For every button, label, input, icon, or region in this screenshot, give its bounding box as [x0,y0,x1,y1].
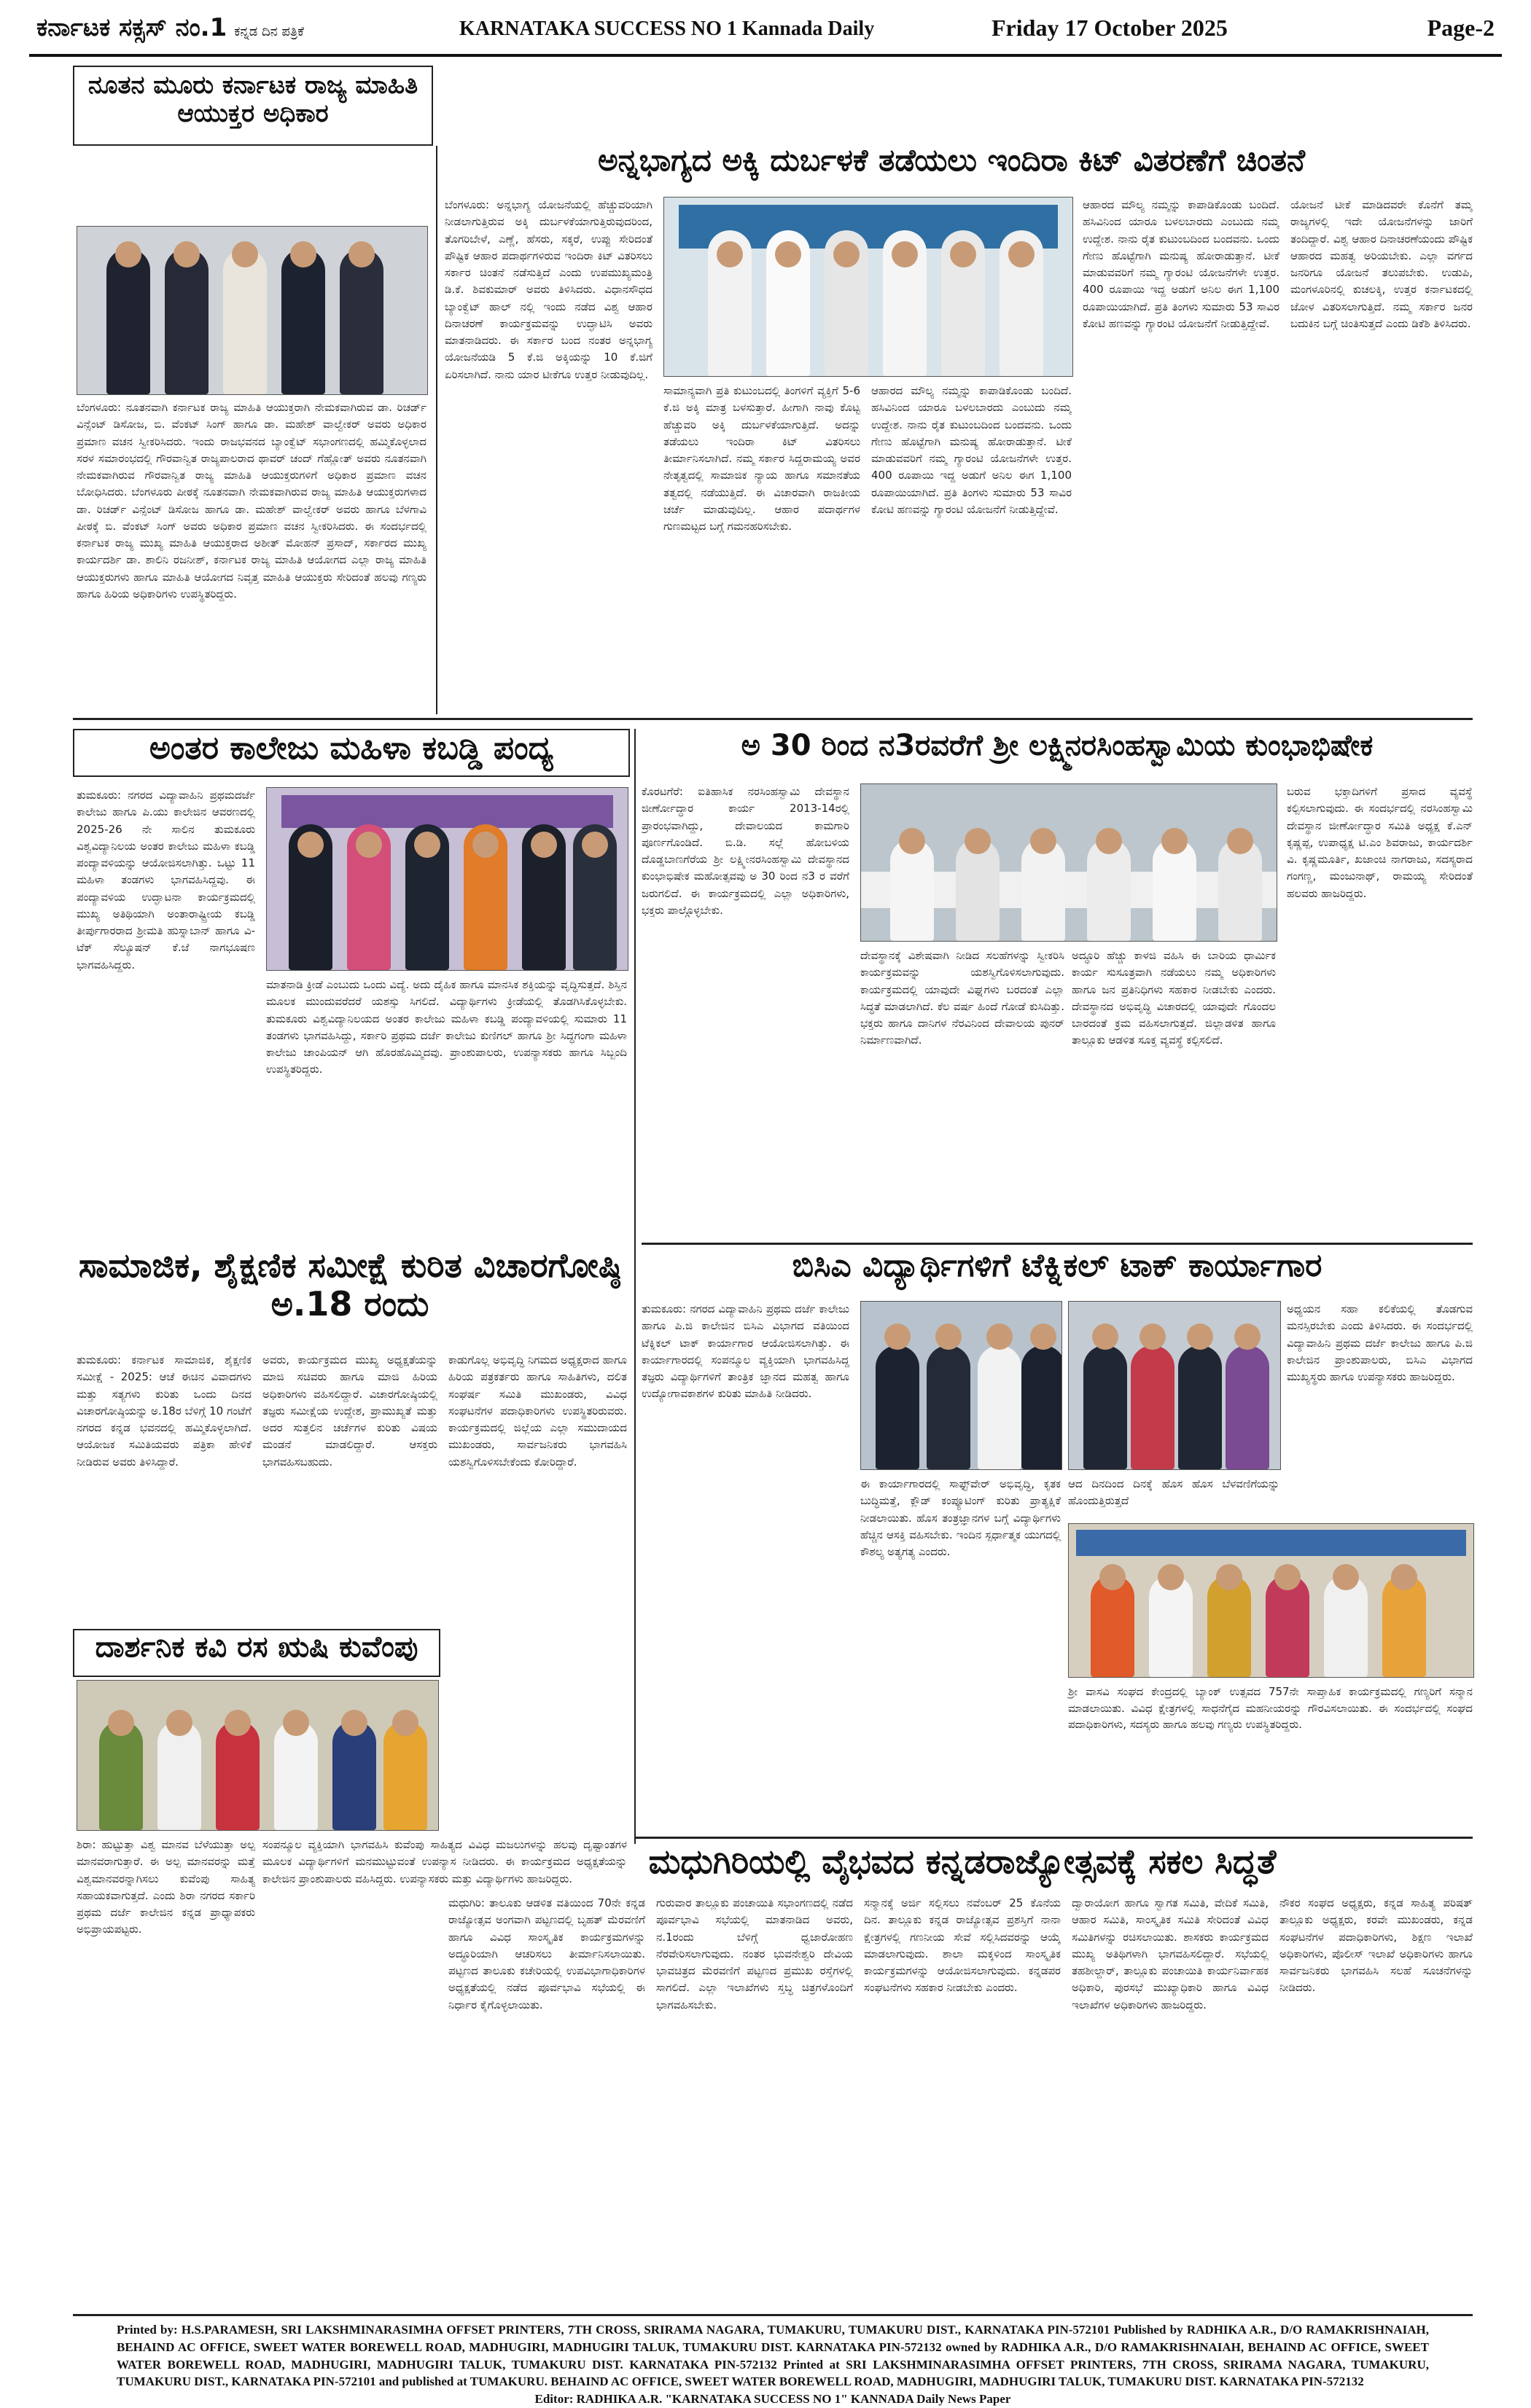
kuvempu-headline: ದಾರ್ಶನಿಕ ಕವಿ ರಸ ಋಷಿ ಕುವೆಂಪು [73,1629,440,1677]
indira-kit-col4: ಯೋಜನೆ ಟೀಕೆ ಮಾಡಿದವರೇ ಕೊನೆಗೆ ತಮ್ಮ ರಾಜ್ಯಗಳಲ್ಲಿ ಇದೇ ಯೋಜನೆಗಳನ್ನು ಜಾರಿಗೆ ತಂದಿದ್ದಾರೆ. ವಿಶ್ವ ಆಹಾರ ದಿನಾಚರಣೆಯಂದು ಪೌಷ್ಟಿಕ ಆಹಾರದ ಮಹತ್ವ ಅರಿಯಬೇಕು. ಎಲ್ಲಾ ವರ್ಗದ ಜನರಿಗೂ ಯೋಜನೆ ತಲುಪಬೇಕು. ಉಡುಪಿ, ಮಂಗಳೂರಿನಲ್ಲಿ ಕುಚಲಕ್ಕಿ, ಉತ್ತರ ಕರ್ನಾಟಕದಲ್ಲಿ ಜೋಳ ವಿತರಿಸಲಾಗುತ್ತಿದೆ. ನಮ್ಮ ಸರ್ಕಾರ ಜನರ ಬದುಕಿನ ಬಗ್ಗೆ ಚಿಂತಿಸುತ್ತದೆ ಎಂದು ಡಿಕೆಶಿ ತಿಳಿಸಿದರು. [1290,198,1473,330]
bca-talk-col3: ಅಧ್ಯಯನ ಸಹಾ ಕಲಿಕೆಯಲ್ಲಿ ತೊಡಗುವ ಮನಸ್ಸಿರಬೇಕು ಎಂದು ತಿಳಿಸಿದರು. ಈ ಸಂದರ್ಭದಲ್ಲಿ ವಿದ್ಯಾವಾಹಿನಿ ಪ್ರಥಮ ದರ್ಜೆ ಕಾಲೇಜು ಹಾಗೂ ಪಿ.ಜಿ ಕಾಲೇಜಿನ ಪ್ರಾಂಶುಪಾಲರು, ಬಿಸಿಎ ವಿಭಾಗದ ಮುಖ್ಯಸ್ಥರು ಹಾಗೂ ಉಪನ್ಯಾಸಕರು ಹಾಜರಿದ್ದರು. [1287,1302,1473,1383]
column-rule [436,146,437,714]
footer-editor: Editor: RADHIKA A.R. "KARNATAKA SUCCESS NO 1" KANNADA Daily News Paper [534,2392,1011,2407]
kumbhabhisheka-col3: ಅದ್ಧೂರಿ ಹೆಚ್ಚು ಕಾಳಜಿ ವಹಿಸಿ ಈ ಬಾರಿಯ ಧಾರ್ಮಿಕ ಕಾರ್ಯ ಸುಸೂತ್ರವಾಗಿ ನಡೆಯಲು ನಮ್ಮ ಅಧಿಕಾರಿಗಳು ಹಾಗೂ ಜನ ಪ್ರತಿನಿಧಿಗಳು ಸಹಕಾರ ನೀಡಬೇಕು ಎಂದರು. ದೇವಸ್ಥಾನದ ಅಭಿವೃದ್ಧಿ ವಿಚಾರದಲ್ಲಿ ಯಾವುದೇ ಗೊಂದಲ ಬಾರದಂತೆ ಕ್ರಮ ವಹಿಸಲಾಗುತ್ತದೆ. ಜಿಲ್ಲಾಡಳಿತ ಹಾಗೂ ತಾಲ್ಲೂಕು ಆಡಳಿತ ಸೂಕ್ತ ವ್ಯವಸ್ಥೆ ಕಲ್ಪಿಸಲಿದೆ. [1072,949,1276,1047]
bca-talk-photo-1 [860,1301,1062,1470]
vasavi-felicitation-caption: ಶ್ರೀ ವಾಸವಿ ಸಂಘದ ಕೇಂದ್ರದಲ್ಲಿ ಬ್ಯಾಂಕ್ ಉತ್ಸವದ 757ನೇ ಸಾಪ್ತಾಹಿಕ ಕಾರ್ಯಕ್ರಮದಲ್ಲಿ ಗಣ್ಯರಿಗೆ ಸನ್ಮಾನ ಮಾಡಲಾಯಿತು. ವಿವಿಧ ಕ್ಷೇತ್ರಗಳಲ್ಲಿ ಸಾಧನೆಗೈದ ಮಹನೀಯರನ್ನು ಗೌರವಿಸಲಾಯಿತು. ಈ ಸಂದರ್ಭದಲ್ಲಿ ಸಂಘದ ಪದಾಧಿಕಾರಿಗಳು, ಸದಸ್ಯರು ಹಾಗೂ ಹಲವು ಗಣ್ಯರು ಉಪಸ್ಥಿತರಿದ್ದರು. [1068,1685,1473,1731]
kabaddi-photo [266,787,628,971]
rajyotsava-col4: ದ್ವಾರಾಯೋಗ ಹಾಗೂ ಸ್ವಾಗತ ಸಮಿತಿ, ವೇದಿಕೆ ಸಮಿತಿ, ಆಹಾರ ಸಮಿತಿ, ಸಾಂಸ್ಕೃತಿಕ ಸಮಿತಿ ಸೇರಿದಂತೆ ವಿವಿಧ ಸಮಿತಿಗಳನ್ನು ರಚಿಸಲಾಯಿತು. ಶಾಸಕರು ಕಾರ್ಯಕ್ರಮದ ಮುಖ್ಯ ಅತಿಥಿಗಳಾಗಿ ಭಾಗವಹಿಸಲಿದ್ದಾರೆ. ಸಭೆಯಲ್ಲಿ ತಹಶೀಲ್ದಾರ್, ತಾಲ್ಲೂಕು ಪಂಚಾಯಿತಿ ಕಾರ್ಯನಿರ್ವಾಹಕ ಅಧಿಕಾರಿ, ಪುರಸಭೆ ಮುಖ್ಯಾಧಿಕಾರಿ ಹಾಗೂ ವಿವಿಧ ಇಲಾಖೆಗಳ ಅಧಿಕಾರಿಗಳು ಹಾಜರಿದ್ದರು. [1072,1896,1269,2012]
section-rule [642,1243,1473,1245]
column-rule [634,729,636,1844]
kumbhabhisheka-col2: ದೇವಸ್ಥಾನಕ್ಕೆ ವಿಶೇಷವಾಗಿ ನೀಡಿದ ಸಲಹೆಗಳನ್ನು ಸ್ವೀಕರಿಸಿ ಕಾರ್ಯಕ್ರಮವನ್ನು ಯಶಸ್ವಿಗೊಳಿಸಲಾಗುವುದು. ಕಾರ್ಯಕ್ರಮದಲ್ಲಿ ಯಾವುದೇ ವಿಘ್ನಗಳು ಬರದಂತೆ ಎಲ್ಲಾ ಸಿದ್ಧತೆ ಮಾಡಲಾಗಿದೆ. ಕೆಲ ವರ್ಷ ಹಿಂದೆ ಗೋಡೆ ಕುಸಿದಿತ್ತು. ಭಕ್ತರು ಹಾಗೂ ದಾನಿಗಳ ನೆರವಿನಿಂದ ದೇವಾಲಯ ಪುನರ್ ನಿರ್ಮಾಣವಾಗಿದೆ. [860,949,1064,1047]
kuvempu-photo [77,1680,439,1831]
kuvempu-col1: ಶಿರಾ: ಹುಟ್ಟುತ್ತಾ ವಿಶ್ವ ಮಾನವ ಬೆಳೆಯುತ್ತಾ ಅಲ್ಪ ಮಾನವರಾಗುತ್ತಾರೆ. ಈ ಅಲ್ಪ ಮಾನವರನ್ನು ಮತ್ತೆ ವಿಶ್ವಮಾನವರನ್ನಾಗಿಸಲು ಕುವೆಂಪು ಸಾಹಿತ್ಯ ಸಹಾಯಕವಾಗುತ್ತದೆ. ಎಂದು ಶಿರಾ ನಗರದ ಸರ್ಕಾರಿ ಪ್ರಥಮ ದರ್ಜೆ ಕಾಲೇಜಿನ ಕನ್ನಡ ಪ್ರಾಧ್ಯಾಪಕರು ಅಭಿಪ್ರಾಯಪಟ್ಟರು. [77,1838,255,1936]
bca-talk-photo-2 [1068,1301,1281,1470]
info-commissioners-photo [77,226,428,395]
survey-seminar-col1: ತುಮಕೂರು: ಕರ್ನಾಟಕ ಸಾಮಾಜಿಕ, ಶೈಕ್ಷಣಿಕ ಸಮೀಕ್ಷೆ - 2025: ಆಚೆ ಈಚಿನ ವಿವಾದಗಳು ಮತ್ತು ಸತ್ಯಗಳು ಕುರಿತು ಒಂದು ದಿನದ ವಿಚಾರಗೋಷ್ಠಿಯನ್ನು ಅ.18ರ ಬೆಳಿಗ್ಗೆ 10 ಗಂಟೆಗೆ ನಗರದ ಕನ್ನಡ ಭವನದಲ್ಲಿ ಹಮ್ಮಿಕೊಳ್ಳಲಾಗಿದೆ. ಆಯೋಜಕ ಸಮಿತಿಯವರು ಪತ್ರಿಕಾ ಹೇಳಿಕೆ ನೀಡಿರುವ ಅವರು ತಿಳಿಸಿದ್ದಾರೆ. [77,1353,252,1469]
bca-talk-caption-1: ಆದ ದಿನದಿಂದ ದಿನಕ್ಕೆ ಹೊಸ ಹೊಸ ಬೆಳವಣಿಗೆಯನ್ನು ಹೊಂದುತ್ತಿರುತ್ತದೆ [1068,1477,1279,1507]
brand-subtitle: ಕನ್ನಡ ದಿನ ಪತ್ರಿಕೆ [234,24,304,39]
paper-name: KARNATAKA SUCCESS NO 1 Kannada Daily [459,17,875,40]
kumbhabhisheka-headline: ಅ 30 ರಿಂದ ನ3ರವರೆಗೆ ಶ್ರೀ ಲಕ್ಷ್ಮಿನರಸಿಂಹಸ್ವಾಮಿಯ ಕುಂಭಾಭಿಷೇಕ [741,729,1374,762]
footer-imprint-block [117,2321,1429,2408]
survey-seminar-col3: ಕಾಡುಗೊಲ್ಲ ಅಭಿವೃದ್ಧಿ ನಿಗಮದ ಅಧ್ಯಕ್ಷರಾದ ಹಾಗೂ ಹಿರಿಯ ಪತ್ರಕರ್ತರು ಹಾಗೂ ಸಾಹಿತಿಗಳು, ದಲಿತ ಸಂಘರ್ಷ ಸಮಿತಿ ಮುಖಂಡರು, ವಿವಿಧ ಸಂಘಟನೆಗಳ ಪದಾಧಿಕಾರಿಗಳು ಉಪಸ್ಥಿತರಿರುವರು. ಕಾರ್ಯಕ್ರಮದಲ್ಲಿ ಜಿಲ್ಲೆಯ ಎಲ್ಲಾ ಸಮುದಾಯದ ಮುಖಂಡರು, ಸಾರ್ವಜನಿಕರು ಭಾಗವಹಿಸಿ ಯಶಸ್ವಿಗೊಳಿಸಬೇಕೆಂದು ಕೋರಿದ್ದಾರೆ. [448,1353,627,1469]
bca-talk-col1: ತುಮಕೂರು: ನಗರದ ವಿದ್ಯಾವಾಹಿನಿ ಪ್ರಥಮ ದರ್ಜೆ ಕಾಲೇಜು ಹಾಗೂ ಪಿ.ಜಿ ಕಾಲೇಜಿನ ಬಿಸಿಎ ವಿಭಾಗದ ವತಿಯಿಂದ ಟೆಕ್ನಿಕಲ್ ಟಾಕ್ ಕಾರ್ಯಾಗಾರ ಆಯೋಜಿಸಲಾಗಿತ್ತು. ಈ ಕಾರ್ಯಾಗಾರದಲ್ಲಿ ಸಂಪನ್ಮೂಲ ವ್ಯಕ್ತಿಯಾಗಿ ಭಾಗವಹಿಸಿದ್ದ ತಜ್ಞರು ವಿದ್ಯಾರ್ಥಿಗಳಿಗೆ ತಾಂತ್ರಿಕ ಜ್ಞಾನದ ಮಹತ್ವ ಹಾಗೂ ಉದ್ಯೋಗಾವಕಾಶಗಳ ಕುರಿತು ಮಾಹಿತಿ ನೀಡಿದರು. [642,1302,849,1401]
indira-kit-col3b: ಆಹಾರದ ಮೌಲ್ಯ ನಮ್ಮನ್ನು ಕಾಪಾಡಿಕೊಂಡು ಬಂದಿದೆ. ಹಸಿವಿನಿಂದ ಯಾರೂ ಬಳಲಬಾರದು ಎಂಬುದು ನಮ್ಮ ಉದ್ದೇಶ. ನಾನು ರೈತ ಕುಟುಂಬದಿಂದ ಬಂದವನು. ಒಂದು ಗೇಣು ಹೊಟ್ಟೆಗಾಗಿ ಮನುಷ್ಯ ಹೋರಾಡುತ್ತಾನೆ. ಟೀಕೆ ಮಾಡುವವರಿಗೆ ನಮ್ಮ ಗ್ಯಾರಂಟಿ ಯೋಜನೆಗಳೇ ಉತ್ತರ. 400 ರೂಪಾಯಿ ಇದ್ದ ಅಡುಗೆ ಅನಿಲ ಈಗ 1,100 ರೂಪಾಯಿಯಾಗಿದೆ. ಪ್ರತಿ ತಿಂಗಳು ಸುಮಾರು 53 ಸಾವಿರ ಕೋಟಿ ಹಣವನ್ನು ಗ್ಯಾರಂಟಿ ಯೋಜನೆಗೆ ನೀಡುತ್ತಿದ್ದೇವೆ. [1083,198,1279,330]
bca-talk-headline: ಬಿಸಿಎ ವಿದ್ಯಾರ್ಥಿಗಳಿಗೆ ಟೆಕ್ನಿಕಲ್ ಟಾಕ್ ಕಾರ್ಯಾಗಾರ [792,1247,1322,1284]
page-number: Page-2 [1427,15,1495,41]
rajyotsava-col2: ಗುರುವಾರ ತಾಲ್ಲೂಕು ಪಂಚಾಯಿತಿ ಸಭಾಂಗಣದಲ್ಲಿ ನಡೆದ ಪೂರ್ವಭಾವಿ ಸಭೆಯಲ್ಲಿ ಮಾತನಾಡಿದ ಅವರು, ನ.1ರಂದು ಬೆಳಿಗ್ಗೆ ಧ್ವಜಾರೋಹಣ ನೆರವೇರಿಸಲಾಗುವುದು. ನಂತರ ಭುವನೇಶ್ವರಿ ದೇವಿಯ ಭಾವಚಿತ್ರದ ಮೆರವಣಿಗೆ ಪಟ್ಟಣದ ಪ್ರಮುಖ ರಸ್ತೆಗಳಲ್ಲಿ ಸಾಗಲಿದೆ. ಎಲ್ಲಾ ಇಲಾಖೆಗಳು ಸ್ತಬ್ಧ ಚಿತ್ರಗಳೊಂದಿಗೆ ಭಾಗವಹಿಸಬೇಕು. [656,1896,853,2012]
rajyotsava-col1: ಮಧುಗಿರಿ: ತಾಲೂಕು ಆಡಳಿತ ವತಿಯಿಂದ 70ನೇ ಕನ್ನಡ ರಾಜ್ಯೋತ್ಸವ ಅಂಗವಾಗಿ ಪಟ್ಟಣದಲ್ಲಿ ಬೃಹತ್ ಮೆರವಣಿಗೆ ಹಾಗೂ ವಿವಿಧ ಸಾಂಸ್ಕೃತಿಕ ಕಾರ್ಯಕ್ರಮಗಳನ್ನು ಅದ್ಧೂರಿಯಾಗಿ ಆಚರಿಸಲು ತೀರ್ಮಾನಿಸಲಾಯಿತು. ಪಟ್ಟಣದ ತಾಲೂಕು ಕಚೇರಿಯಲ್ಲಿ ಉಪವಿಭಾಗಾಧಿಕಾರಿಗಳ ಅಧ್ಯಕ್ಷತೆಯಲ್ಲಿ ನಡೆದ ಪೂರ್ವಭಾವಿ ಸಭೆಯಲ್ಲಿ ಈ ನಿರ್ಧಾರ ಕೈಗೊಳ್ಳಲಾಯಿತು. [448,1896,645,2012]
kuvempu-col2: ಸಂಪನ್ಮೂಲ ವ್ಯಕ್ತಿಯಾಗಿ ಭಾಗವಹಿಸಿ ಕುವೆಂಪು ಸಾಹಿತ್ಯದ ವಿವಿಧ ಮಜಲುಗಳನ್ನು ಹಲವು ದೃಷ್ಟಾಂತಗಳ ಮೂಲಕ ವಿದ್ಯಾರ್ಥಿಗಳಿಗೆ ಮನಮುಟ್ಟುವಂತೆ ಉಪನ್ಯಾಸ ನೀಡಿದರು. ಈ ಕಾರ್ಯಕ್ರಮದ ಅಧ್ಯಕ್ಷತೆಯನ್ನು ಕಾಲೇಜಿನ ಪ್ರಾಂಶುಪಾಲರು ವಹಿಸಿದ್ದರು. ಉಪನ್ಯಾಸಕರು ಮತ್ತು ವಿದ್ಯಾರ್ಥಿಗಳು ಹಾಜರಿದ್ದರು. [262,1838,627,1885]
vasavi-felicitation-photo [1068,1523,1474,1678]
info-commissioners-headline: ನೂತನ ಮೂರು ಕರ್ನಾಟಕ ರಾಜ್ಯ ಮಾಹಿತಿ ಆಯುಕ್ತರ ಅಧಿಕಾರ [73,66,433,146]
rajyotsava-headline: ಮಧುಗಿರಿಯಲ್ಲಿ ವೈಭವದ ಕನ್ನಡರಾಜ್ಯೋತ್ಸವಕ್ಕೆ ಸಕಲ ಸಿದ್ಧತೆ [648,1842,1277,1881]
masthead [29,7,1502,57]
footer-rule [73,2314,1473,2316]
kabaddi-col2: ಮಾತನಾಡಿ ಕ್ರೀಡೆ ಎಂಬುದು ಒಂದು ವಿದ್ಯೆ. ಅದು ದೈಹಿಕ ಹಾಗೂ ಮಾನಸಿಕ ಶಕ್ತಿಯನ್ನು ವೃದ್ಧಿಸುತ್ತದೆ. ಶಿಸ್ತಿನ ಮೂಲಕ ಮುಂದುವರೆದರೆ ಯಶಸ್ಸು ಸಿಗಲಿದೆ. ವಿದ್ಯಾರ್ಥಿಗಳು ಕ್ರೀಡೆಯಲ್ಲಿ ತೊಡಗಿಸಿಕೊಳ್ಳಬೇಕು. ತುಮಕೂರು ವಿಶ್ವವಿದ್ಯಾನಿಲಯದ ಅಂತರ ಕಾಲೇಜು ಮಹಿಳಾ ಕಬಡ್ಡಿ ಪಂದ್ಯಾವಳಿಯಲ್ಲಿ ಸುಮಾರು 11 ತಂಡಗಳು ಭಾಗವಹಿಸಿದ್ದು, ಸರ್ಕಾರಿ ಪ್ರಥಮ ದರ್ಜೆ ಕಾಲೇಜು ಕುಣಿಗಲ್ ಹಾಗೂ ಶ್ರೀ ಸಿದ್ಧಗಂಗಾ ಮಹಿಳಾ ಕಾಲೇಜು ಚಾಂಪಿಯನ್ ಆಗಿ ಹೊರಹೊಮ್ಮಿದವು. ಪ್ರಾಂಶುಪಾಲರು, ಉಪನ್ಯಾಸಕರು ಹಾಗೂ ಸಿಬ್ಬಂದಿ ಉಪಸ್ಥಿತರಿದ್ದರು. [266,978,627,1076]
bca-talk-col2: ಈ ಕಾರ್ಯಾಗಾರದಲ್ಲಿ ಸಾಫ್ಟ್‌ವೇರ್ ಅಭಿವೃದ್ಧಿ, ಕೃತಕ ಬುದ್ಧಿಮತ್ತೆ, ಕ್ಲೌಡ್ ಕಂಪ್ಯೂಟಿಂಗ್ ಕುರಿತು ಪ್ರಾತ್ಯಕ್ಷಿಕೆ ನೀಡಲಾಯಿತು. ಹೊಸ ತಂತ್ರಜ್ಞಾನಗಳ ಬಗ್ಗೆ ವಿದ್ಯಾರ್ಥಿಗಳು ಹೆಚ್ಚಿನ ಆಸಕ್ತಿ ವಹಿಸಬೇಕು. ಇಂದಿನ ಸ್ಪರ್ಧಾತ್ಮಕ ಯುಗದಲ್ಲಿ ಕೌಶಲ್ಯ ಅತ್ಯಗತ್ಯ ಎಂದರು. [860,1477,1061,1558]
kumbhabhisheka-photo [860,783,1277,942]
rajyotsava-col3: ಸನ್ಮಾನಕ್ಕೆ ಅರ್ಜಿ ಸಲ್ಲಿಸಲು ನವೆಂಬರ್ 25 ಕೊನೆಯ ದಿನ. ತಾಲ್ಲೂಕು ಕನ್ನಡ ರಾಜ್ಯೋತ್ಸವ ಪ್ರಶಸ್ತಿಗೆ ನಾನಾ ಕ್ಷೇತ್ರಗಳಲ್ಲಿ ಗಣನೀಯ ಸೇವೆ ಸಲ್ಲಿಸಿದವರನ್ನು ಆಯ್ಕೆ ಮಾಡಲಾಗುವುದು. ಶಾಲಾ ಮಕ್ಕಳಿಂದ ಸಾಂಸ್ಕೃತಿಕ ಕಾರ್ಯಕ್ರಮಗಳನ್ನು ಆಯೋಜಿಸಲಾಗುವುದು. ಕನ್ನಡಪರ ಸಂಘಟನೆಗಳು ಸಹಕಾರ ನೀಡಬೇಕು ಎಂದರು. [864,1896,1061,1995]
survey-seminar-col2: ಅವರು, ಕಾರ್ಯಕ್ರಮದ ಮುಖ್ಯ ಅಧ್ಯಕ್ಷತೆಯನ್ನು ಮಾಜಿ ಸಚಿವರು ಹಾಗೂ ಮಾಜಿ ಹಿರಿಯ ಅಧಿಕಾರಿಗಳು ವಹಿಸಲಿದ್ದಾರೆ. ವಿಚಾರಗೋಷ್ಠಿಯಲ್ಲಿ ತಜ್ಞರು ಸಮೀಕ್ಷೆಯ ಉದ್ದೇಶ, ಪ್ರಾಮುಖ್ಯತೆ ಮತ್ತು ಅದರ ಸುತ್ತಲಿನ ಚರ್ಚೆಗಳ ಕುರಿತು ವಿಷಯ ಮಂಡನೆ ಮಾಡಲಿದ್ದಾರೆ. ಆಸಕ್ತರು ಭಾಗವಹಿಸಬಹುದು. [262,1353,437,1469]
kumbhabhisheka-col4: ಬರುವ ಭಕ್ತಾದಿಗಳಿಗೆ ಪ್ರಸಾದ ವ್ಯವಸ್ಥೆ ಕಲ್ಪಿಸಲಾಗುವುದು. ಈ ಸಂದರ್ಭದಲ್ಲಿ ನರಸಿಂಹಸ್ವಾಮಿ ದೇವಸ್ಥಾನ ಜೀರ್ಣೋದ್ಧಾರ ಸಮಿತಿ ಅಧ್ಯಕ್ಷ ಕೆ.ಎನ್ ಕೃಷ್ಣಪ್ಪ, ಉಪಾಧ್ಯಕ್ಷ ಟಿ.ಎಂ ಶಿವರಾಜು, ಕಾರ್ಯದರ್ಶಿ ವಿ. ಕೃಷ್ಣಮೂರ್ತಿ, ಖಜಾಂಚಿ ನಾಗರಾಜು, ಸದಸ್ಯರಾದ ಗಂಗಣ್ಣ, ಮಂಜುನಾಥ್, ರಾಮಯ್ಯ ಸೇರಿದಂತೆ ಹಲವರು ಹಾಜರಿದ್ದರು. [1287,785,1473,900]
info-commissioners-body: ಬೆಂಗಳೂರು: ನೂತನವಾಗಿ ಕರ್ನಾಟಕ ರಾಜ್ಯ ಮಾಹಿತಿ ಆಯುಕ್ತರಾಗಿ ನೇಮಕವಾಗಿರುವ ಡಾ. ರಿಚರ್ಡ್ ವಿನ್ಸೆಂಟ್ ಡಿಸೋಜ, ಬಿ. ವೆಂಕಟ್ ಸಿಂಗ್ ಹಾಗೂ ಡಾ. ಮಹೇಶ್ ವಾಲ್ವೇಕರ್ ಅವರು ಅಧಿಕಾರ ಪ್ರಮಾಣ ವಚನ ಸ್ವೀಕರಿಸಿದರು. ಇಂದು ರಾಜಭವನದ ಬ್ಯಾಂಕ್ವೆಟ್ ಸಭಾಂಗಣದಲ್ಲಿ ಹಮ್ಮಿಕೊಳ್ಳಲಾದ ಸರಳ ಸಮಾರಂಭದಲ್ಲಿ ಗೌರವಾನ್ವಿತ ರಾಜ್ಯಪಾಲರಾದ ಥಾವರ್ ಚಂದ್ ಗೆಹ್ಲೋತ್ ಅವರು ನೂತನವಾಗಿ ನೇಮಕವಾಗಿರುವ ಗೌರವಾನ್ವಿತ ರಾಜ್ಯ ಮಾಹಿತಿ ಆಯುಕ್ತರುಗಳಿಗೆ ಅಧಿಕಾರ ಪ್ರಮಾಣ ವಚನ ಬೋಧಿಸಿದರು. ಬೆಂಗಳೂರು ಪೀಠಕ್ಕೆ ನೂತನವಾಗಿ ನೇಮಕವಾಗಿರುವ ರಾಜ್ಯ ಮಾಹಿತಿ ಆಯುಕ್ತರುಗಳಾದ ಡಾ. ರಿಚರ್ಡ್ ವಿನ್ಸೆಂಟ್ ಡಿಸೋಜ ಹಾಗೂ ಡಾ. ಮಹೇಶ್ ವಾಲ್ವೇಕರ್ ಅವರು ಹಾಗೂ ಬೆಳಗಾವಿ ಪೀಠಕ್ಕೆ ಬಿ. ವೆಂಕಟ್ ಸಿಂಗ್ ಅವರು ಅಧಿಕಾರ ಪ್ರಮಾಣ ವಚನ ಸ್ವೀಕರಿಸಿದರು. ಈ ಸಂದರ್ಭದಲ್ಲಿ ಕರ್ನಾಟಕ ರಾಜ್ಯ ಮುಖ್ಯ ಮಾಹಿತಿ ಆಯುಕ್ತರಾದ ಅಶೀತ್ ಮೋಹನ್ ಪ್ರಸಾದ್, ಸರ್ಕಾರದ ಮುಖ್ಯ ಕಾರ್ಯದರ್ಶಿ ಡಾ. ಶಾಲಿನಿ ರಜನೀಶ್, ಕರ್ನಾಟಕ ರಾಜ್ಯ ಮಾಹಿತಿ ಆಯೋಗದ ಎಲ್ಲಾ ರಾಜ್ಯ ಮಾಹಿತಿ ಆಯುಕ್ತರುಗಳು ಹಾಗೂ ಮಾಹಿತಿ ಆಯೋಗದ ನಿವೃತ್ತ ಮಾಹಿತಿ ಆಯುಕ್ತರು ಸೇರಿದಂತೆ ಹಲವು ಗಣ್ಯರು ಹಾಗೂ ಹಿರಿಯ ಅಧಿಕಾರಿಗಳು ಉಪಸ್ಥಿತರಿದ್ದರು. [77,401,426,601]
issue-date: Friday 17 October 2025 [992,15,1228,41]
rajyotsava-col5: ನೌಕರ ಸಂಘದ ಅಧ್ಯಕ್ಷರು, ಕನ್ನಡ ಸಾಹಿತ್ಯ ಪರಿಷತ್ ತಾಲ್ಲೂಕು ಅಧ್ಯಕ್ಷರು, ಕರವೇ ಮುಖಂಡರು, ಕನ್ನಡ ಸಂಘಟನೆಗಳ ಪದಾಧಿಕಾರಿಗಳು, ಶಿಕ್ಷಣ ಇಲಾಖೆ ಅಧಿಕಾರಿಗಳು, ಪೊಲೀಸ್ ಇಲಾಖೆ ಅಧಿಕಾರಿಗಳು ಹಾಗೂ ಸಾರ್ವಜನಿಕರು ಭಾಗವಹಿಸಿ ಸಲಹೆ ಸೂಚನೆಗಳನ್ನು ನೀಡಿದರು. [1279,1896,1473,1995]
indira-kit-col2: ಸಾಮಾನ್ಯವಾಗಿ ಪ್ರತಿ ಕುಟುಂಬದಲ್ಲಿ ತಿಂಗಳಿಗೆ ವ್ಯಕ್ತಿಗೆ 5-6 ಕೆ.ಜಿ ಅಕ್ಕಿ ಮಾತ್ರ ಬಳಸುತ್ತಾರೆ. ಹೀಗಾಗಿ ನಾವು ಕೊಟ್ಟ ಹೆಚ್ಚುವರಿ ಅಕ್ಕಿ ದುರ್ಬಳಕೆಯಾಗುತ್ತಿದೆ. ಅದನ್ನು ತಡೆಯಲು ಇಂದಿರಾ ಕಿಟ್ ವಿತರಿಸಲು ತೀರ್ಮಾನಿಸಲಾಗಿದೆ. ನಮ್ಮ ಸರ್ಕಾರ ಸಿದ್ದರಾಮಯ್ಯ ಅವರ ನೇತೃತ್ವದಲ್ಲಿ ಸಾಮಾಜಿಕ ನ್ಯಾಯ ಹಾಗೂ ಸಮಾನತೆಯ ತತ್ವದಲ್ಲಿ ನಡೆಯುತ್ತಿದೆ. ಈ ವಿಚಾರವಾಗಿ ರಾಜಕೀಯ ಚರ್ಚೆ ಮಾಡುವುದಿಲ್ಲ. ಆಹಾರ ಪದಾರ್ಥಗಳ ಗುಣಮಟ್ಟದ ಬಗ್ಗೆ ಗಮನಹರಿಸಬೇಕು. [663,384,860,533]
footer-imprint: Printed by: H.S.PARAMESH, SRI LAKSHMINARASIMHA OFFSET PRINTERS, 7TH CROSS, SRIRAMA NAGARA, TUMAKURU, TUMAKURU DIST., KARNATAKA PIN-572101 Published by RADHIKA A.R., D/O RAMAKRISHNAIAH, BEHAIND AC OFFICE, SWEET WATER BOREWELL ROAD, MADHUGIRI, MADHUGIRI TALUK, TUMAKURU DIST. KARNATAKA PIN-572132 owned by RADHIKA A.R., D/O RAMAKRISHNAIAH, BEHAIND AC OFFICE, SWEET WATER BOREWELL ROAD, MADHUGIRI, MADHUGIRI TALUK, TUMAKURU DIST. KARNATAKA PIN-572132 Printed at SRI LAKSHMINARASIMHA OFFSET PRINTERS, 7TH CROSS, SRIRAMA NAGARA, TUMAKURU, TUMAKURU DIST., KARNATAKA PIN-572101 and published at TUMAKURU. BEHAIND AC OFFICE, SWEET WATER BOREWELL ROAD, MADHUGIRI, MADHUGIRI TALUK, TUMAKURU DIST. KARNATAKA PIN-572132 [117,2323,1429,2389]
kabaddi-col1: ತುಮಕೂರು: ನಗರದ ವಿದ್ಯಾವಾಹಿನಿ ಪ್ರಥಮದರ್ಜೆ ಕಾಲೇಜು ಹಾಗೂ ಪಿ.ಯು ಕಾಲೇಜಿನ ಆವರಣದಲ್ಲಿ 2025-26 ನೇ ಸಾಲಿನ ತುಮಕೂರು ವಿಶ್ವವಿದ್ಯಾನಿಲಯ ಅಂತರ ಕಾಲೇಜು ಮಹಿಳಾ ಕಬಡ್ಡಿ ಪಂದ್ಯಾವಳಿಯನ್ನು ಆಯೋಜಿಸಲಾಗಿತ್ತು. ಒಟ್ಟು 11 ಮಹಿಳಾ ತಂಡಗಳು ಭಾಗವಹಿಸಿದ್ದವು. ಈ ಪಂದ್ಯಾವಳಿಯ ಉದ್ಘಾಟನಾ ಕಾರ್ಯಕ್ರಮದಲ್ಲಿ ಮುಖ್ಯ ಅತಿಥಿಯಾಗಿ ಅಂತಾರಾಷ್ಟ್ರೀಯ ಕಬಡ್ಡಿ ತೀರ್ಪುಗಾರರಾದ ಶ್ರೀಮತಿ ಹುಸ್ನಾಬಾನ್ ಹಾಗೂ ವಿ-ಟೆಕ್ ಸೆಲ್ಯೂಷನ್ ಕೆ.ಜೆ ನಾಗಭೂಷಣ ಭಾಗವಹಿಸಿದ್ದರು. [77,789,255,972]
indira-kit-col3: ಆಹಾರದ ಮೌಲ್ಯ ನಮ್ಮನ್ನು ಕಾಪಾಡಿಕೊಂಡು ಬಂದಿದೆ. ಹಸಿವಿನಿಂದ ಯಾರೂ ಬಳಲಬಾರದು ಎಂಬುದು ನಮ್ಮ ಉದ್ದೇಶ. ನಾನು ರೈತ ಕುಟುಂಬದಿಂದ ಬಂದವನು. ಒಂದು ಗೇಣು ಹೊಟ್ಟೆಗಾಗಿ ಮನುಷ್ಯ ಹೋರಾಡುತ್ತಾನೆ. ಟೀಕೆ ಮಾಡುವವರಿಗೆ ನಮ್ಮ ಗ್ಯಾರಂಟಿ ಯೋಜನೆಗಳೇ ಉತ್ತರ. 400 ರೂಪಾಯಿ ಇದ್ದ ಅಡುಗೆ ಅನಿಲ ಈಗ 1,100 ರೂಪಾಯಿಯಾಗಿದೆ. ಪ್ರತಿ ತಿಂಗಳು ಸುಮಾರು 53 ಸಾವಿರ ಕೋಟಿ ಹಣವನ್ನು ಗ್ಯಾರಂಟಿ ಯೋಜನೆಗೆ ನೀಡುತ್ತಿದ್ದೇವೆ. [871,384,1072,516]
section-rule [73,718,1473,720]
section-rule [634,1837,1473,1839]
indira-kit-headline: ಅನ್ನಭಾಗ್ಯದ ಅಕ್ಕಿ ದುರ್ಬಳಕೆ ತಡೆಯಲು ಇಂದಿರಾ ಕಿಟ್ ವಿತರಣೆಗೆ ಚಿಂತನೆ [597,142,1306,178]
indira-kit-photo [663,197,1073,377]
brand-title: ಕರ್ನಾಟಕ ಸಕ್ಸಸ್ ನಂ.1 ಕನ್ನಡ ದಿನ ಪತ್ರಿಕೆ [36,13,304,42]
kumbhabhisheka-col1: ಕೊರಟಗೆರೆ: ಐತಿಹಾಸಿಕ ನರಸಿಂಹಸ್ವಾಮಿ ದೇವಸ್ಥಾನ ಜೀರ್ಣೋದ್ಧಾರ ಕಾರ್ಯ 2013-14ರಲ್ಲಿ ಪ್ರಾರಂಭವಾಗಿದ್ದು, ದೇವಾಲಯದ ಕಾಮಗಾರಿ ಪೂರ್ಣಗೊಂಡಿದೆ. ಬಿ.ಡಿ. ಸಲ್ಲೆ ಹೋಬಳಿಯ ದೊಡ್ಡಬಾಣಗೆರೆಯ ಶ್ರೀ ಲಕ್ಷ್ಮೀನರಸಿಂಹಸ್ವಾಮಿ ದೇವಸ್ಥಾನದ ಕುಂಭಾಭಿಷೇಕ ಮಹೋತ್ಸವವು ಅ 30 ರಿಂದ ನ3 ರ ವರೆಗೆ ಜರುಗಲಿದೆ. ಈ ಕಾರ್ಯಕ್ರಮದಲ್ಲಿ ಎಲ್ಲಾ ಅಧಿಕಾರಿಗಳು, ಭಕ್ತರು ಪಾಲ್ಗೊಳ್ಳಬೇಕು. [642,785,849,917]
indira-kit-col1: ಬೆಂಗಳೂರು: ಅನ್ನಭಾಗ್ಯ ಯೋಜನೆಯಲ್ಲಿ ಹೆಚ್ಚುವರಿಯಾಗಿ ನೀಡಲಾಗುತ್ತಿರುವ ಅಕ್ಕಿ ದುರ್ಬಳಕೆಯಾಗುತ್ತಿರುವುದರಿಂದ, ತೊಗರಿಬೇಳೆ, ಎಣ್ಣೆ, ಹೆಸರು, ಸಕ್ಕರೆ, ಉಪ್ಪು ಸೇರಿದಂತೆ ಪೌಷ್ಟಿಕ ಆಹಾರ ಪದಾರ್ಥಗಳಿರುವ ಇಂದಿರಾ ಕಿಟ್ ವಿತರಿಸಲು ಸರ್ಕಾರ ಚಿಂತನೆ ನಡೆಸುತ್ತಿದೆ ಎಂದು ಉಪಮುಖ್ಯಮಂತ್ರಿ ಡಿ.ಕೆ. ಶಿವಕುಮಾರ್ ಅವರು ತಿಳಿಸಿದರು. ವಿಧಾನಸೌಧದ ಬ್ಯಾಂಕ್ವೆಟ್ ಹಾಲ್ ನಲ್ಲಿ ಇಂದು ನಡೆದ ವಿಶ್ವ ಆಹಾರ ದಿನಾಚರಣೆ ಕಾರ್ಯಕ್ರಮವನ್ನು ಉದ್ಘಾಟಿಸಿ ಅವರು ಮಾತನಾಡಿದರು. ಈ ಸರ್ಕಾರ ಬಂದ ನಂತರ ಅನ್ನಭಾಗ್ಯ ಯೋಜನೆಯಡಿ 5 ಕೆ.ಜಿ ಅಕ್ಕಿಯನ್ನು 10 ಕೆ.ಜಿಗೆ ಏರಿಸಲಾಗಿದೆ. ನಾನು ಯಾರ ಟೀಕೆಗೂ ಉತ್ತರ ನೀಡುವುದಿಲ್ಲ. [445,198,652,381]
survey-seminar-headline: ಸಾಮಾಜಿಕ, ಶೈಕ್ಷಣಿಕ ಸಮೀಕ್ಷೆ ಕುರಿತ ವಿಚಾರಗೋಷ್ಠಿ ಅ.18 ರಂದು [78,1246,622,1324]
kabaddi-headline: ಅಂತರ ಕಾಲೇಜು ಮಹಿಳಾ ಕಬಡ್ಡಿ ಪಂದ್ಯ [73,729,630,777]
